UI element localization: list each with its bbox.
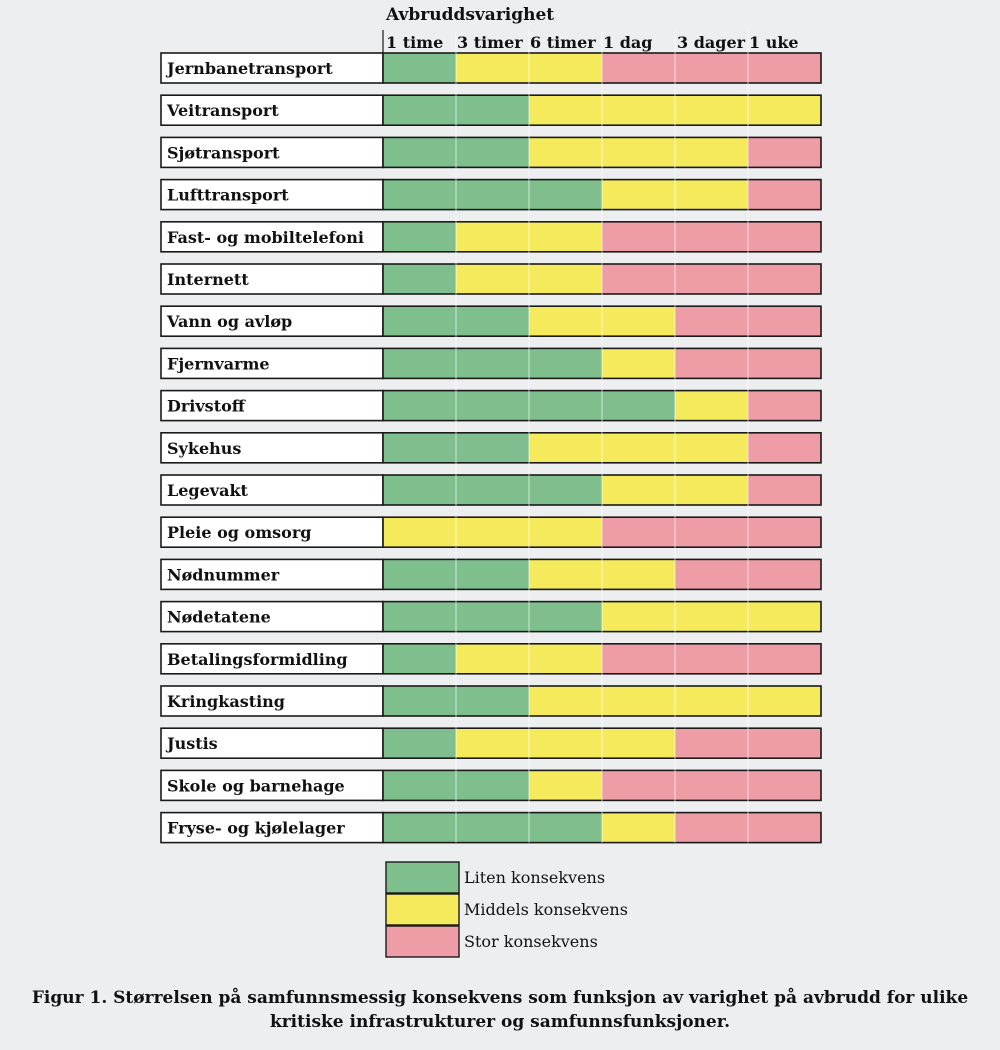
cell-veitransport-1-time-liten <box>383 95 456 125</box>
cell-kringkasting-3-timer-liten <box>456 686 529 716</box>
cell-legevakt-1-dag-middels <box>602 475 675 505</box>
row-lufttransport <box>161 180 821 210</box>
cell-skole-og-barnehage-1-uke-stor <box>748 770 821 800</box>
row-label: Drivstoff <box>167 396 245 416</box>
cell-internett-1-time-liten <box>383 264 456 294</box>
cell-fast-og-mobiltelefoni-3-timer-middels <box>456 222 529 252</box>
cell-sykehus-3-dager-middels <box>675 433 748 463</box>
cell-nodetatene-6-timer-liten <box>529 602 602 632</box>
row-label: Fast- og mobiltelefoni <box>167 227 364 247</box>
cell-fast-og-mobiltelefoni-1-time-liten <box>383 222 456 252</box>
cell-legevakt-3-dager-middels <box>675 475 748 505</box>
cell-kringkasting-6-timer-middels <box>529 686 602 716</box>
cell-vann-og-avlop-1-uke-stor <box>748 306 821 336</box>
cell-sjotransport-3-timer-liten <box>456 137 529 167</box>
cell-drivstoff-3-dager-middels <box>675 391 748 421</box>
row-nodnummer <box>161 559 821 589</box>
cell-betalingsformidling-1-uke-stor <box>748 644 821 674</box>
row-vann-og-avlop <box>161 306 821 336</box>
cell-vann-og-avlop-1-time-liten <box>383 306 456 336</box>
cell-vann-og-avlop-3-dager-stor <box>675 306 748 336</box>
header-title: Avbruddsvarighet <box>386 5 555 25</box>
cell-nodnummer-6-timer-middels <box>529 559 602 589</box>
cell-fryse-og-kjolelager-1-dag-middels <box>602 813 675 843</box>
cell-sykehus-1-time-liten <box>383 433 456 463</box>
column-label-3-timer: 3 timer <box>457 33 523 52</box>
row-pleie-og-omsorg <box>161 517 821 547</box>
row-label: Lufttransport <box>167 185 289 205</box>
cell-internett-1-dag-stor <box>602 264 675 294</box>
row-justis <box>161 728 821 758</box>
cell-lufttransport-3-timer-liten <box>456 180 529 210</box>
cell-legevakt-1-uke-stor <box>748 475 821 505</box>
cell-sykehus-3-timer-liten <box>456 433 529 463</box>
row-drivstoff <box>161 391 821 421</box>
legend-label-middels: Middels konsekvens <box>464 900 628 919</box>
cell-kringkasting-1-time-liten <box>383 686 456 716</box>
row-kringkasting <box>161 686 821 716</box>
cell-legevakt-3-timer-liten <box>456 475 529 505</box>
cell-justis-1-dag-middels <box>602 728 675 758</box>
cell-lufttransport-3-dager-middels <box>675 180 748 210</box>
row-label: Nødnummer <box>167 565 280 585</box>
legend-swatch-stor <box>386 926 459 957</box>
cell-betalingsformidling-6-timer-middels <box>529 644 602 674</box>
row-internett <box>161 264 821 294</box>
cell-drivstoff-6-timer-liten <box>529 391 602 421</box>
cell-jernbanetransport-1-time-liten <box>383 53 456 83</box>
cell-veitransport-1-dag-middels <box>602 95 675 125</box>
column-label-1-uke: 1 uke <box>749 33 799 52</box>
cell-kringkasting-1-uke-middels <box>748 686 821 716</box>
cell-veitransport-1-uke-middels <box>748 95 821 125</box>
cell-veitransport-3-dager-middels <box>675 95 748 125</box>
column-label-6-timer: 6 timer <box>530 33 596 52</box>
legend <box>386 862 628 957</box>
legend-swatch-liten <box>386 862 459 893</box>
cell-nodnummer-1-time-liten <box>383 559 456 589</box>
cell-justis-6-timer-middels <box>529 728 602 758</box>
row-nodetatene <box>161 602 821 632</box>
cell-fast-og-mobiltelefoni-1-uke-stor <box>748 222 821 252</box>
row-sjotransport <box>161 137 821 167</box>
cell-skole-og-barnehage-3-dager-stor <box>675 770 748 800</box>
cell-vann-og-avlop-6-timer-middels <box>529 306 602 336</box>
row-label: Betalingsformidling <box>167 649 348 669</box>
legend-swatch-middels <box>386 894 459 925</box>
row-label: Legevakt <box>167 481 248 500</box>
cell-kringkasting-1-dag-middels <box>602 686 675 716</box>
cell-nodetatene-1-dag-middels <box>602 602 675 632</box>
row-label: Nødetatene <box>167 607 271 627</box>
cell-skole-og-barnehage-6-timer-middels <box>529 770 602 800</box>
row-fryse-og-kjolelager <box>161 813 821 843</box>
cell-veitransport-3-timer-liten <box>456 95 529 125</box>
row-label: Skole og barnehage <box>167 776 345 796</box>
legend-label-liten: Liten konsekvens <box>464 868 606 887</box>
caption-line-2: kritiske infrastrukturer og samfunnsfunksjoner. <box>269 1012 731 1032</box>
cell-pleie-og-omsorg-1-uke-stor <box>748 517 821 547</box>
cell-fryse-og-kjolelager-3-timer-liten <box>456 813 529 843</box>
cell-drivstoff-1-time-liten <box>383 391 456 421</box>
cell-legevakt-1-time-liten <box>383 475 456 505</box>
column-labels <box>386 33 799 52</box>
cell-skole-og-barnehage-3-timer-liten <box>456 770 529 800</box>
cell-justis-1-time-liten <box>383 728 456 758</box>
cell-sjotransport-1-uke-stor <box>748 137 821 167</box>
cell-nodnummer-1-uke-stor <box>748 559 821 589</box>
cell-fast-og-mobiltelefoni-6-timer-middels <box>529 222 602 252</box>
cell-sjotransport-1-time-liten <box>383 137 456 167</box>
cell-nodetatene-1-uke-middels <box>748 602 821 632</box>
cell-sykehus-1-dag-middels <box>602 433 675 463</box>
cell-sykehus-1-uke-stor <box>748 433 821 463</box>
row-sykehus <box>161 433 821 463</box>
cell-nodnummer-3-dager-stor <box>675 559 748 589</box>
matrix-rows <box>161 30 821 843</box>
cell-drivstoff-1-dag-liten <box>602 391 675 421</box>
row-label: Vann og avløp <box>167 312 293 332</box>
cell-internett-1-uke-stor <box>748 264 821 294</box>
cell-kringkasting-3-dager-middels <box>675 686 748 716</box>
cell-jernbanetransport-6-timer-middels <box>529 53 602 83</box>
cell-drivstoff-3-timer-liten <box>456 391 529 421</box>
cell-fryse-og-kjolelager-3-dager-stor <box>675 813 748 843</box>
cell-lufttransport-1-uke-stor <box>748 180 821 210</box>
row-label: Sykehus <box>167 438 242 458</box>
cell-pleie-og-omsorg-3-timer-middels <box>456 517 529 547</box>
cell-sykehus-6-timer-middels <box>529 433 602 463</box>
cell-nodnummer-1-dag-middels <box>602 559 675 589</box>
row-label: Kringkasting <box>167 692 285 711</box>
row-fast-og-mobiltelefoni <box>161 222 821 252</box>
cell-vann-og-avlop-1-dag-middels <box>602 306 675 336</box>
cell-fryse-og-kjolelager-1-time-liten <box>383 813 456 843</box>
cell-nodnummer-3-timer-liten <box>456 559 529 589</box>
cell-lufttransport-1-time-liten <box>383 180 456 210</box>
cell-betalingsformidling-1-time-liten <box>383 644 456 674</box>
cell-sjotransport-6-timer-middels <box>529 137 602 167</box>
row-veitransport <box>161 95 821 125</box>
figure-caption <box>0 986 1000 1034</box>
cell-justis-3-dager-stor <box>675 728 748 758</box>
column-label-3-dager: 3 dager <box>677 33 746 52</box>
cell-pleie-og-omsorg-1-time-middels <box>383 517 456 547</box>
cell-lufttransport-6-timer-liten <box>529 180 602 210</box>
cell-betalingsformidling-3-timer-middels <box>456 644 529 674</box>
cell-nodetatene-1-time-liten <box>383 602 456 632</box>
row-legevakt <box>161 475 821 505</box>
row-label: Veitransport <box>167 101 279 121</box>
row-label: Fryse- og kjølelager <box>167 818 345 838</box>
row-jernbanetransport <box>161 53 821 83</box>
legend-label-stor: Stor konsekvens <box>464 932 598 951</box>
cell-fjernvarme-1-uke-stor <box>748 348 821 378</box>
cell-skole-og-barnehage-1-dag-stor <box>602 770 675 800</box>
cell-betalingsformidling-3-dager-stor <box>675 644 748 674</box>
cell-fryse-og-kjolelager-1-uke-stor <box>748 813 821 843</box>
cell-fjernvarme-3-timer-liten <box>456 348 529 378</box>
cell-jernbanetransport-3-dager-stor <box>675 53 748 83</box>
column-label-1-dag: 1 dag <box>603 33 653 52</box>
row-label: Internett <box>167 270 249 289</box>
cell-lufttransport-1-dag-middels <box>602 180 675 210</box>
row-betalingsformidling <box>161 644 821 674</box>
cell-fjernvarme-6-timer-liten <box>529 348 602 378</box>
cell-fast-og-mobiltelefoni-1-dag-stor <box>602 222 675 252</box>
cell-fjernvarme-1-dag-middels <box>602 348 675 378</box>
row-label: Sjøtransport <box>167 143 280 163</box>
cell-jernbanetransport-1-dag-stor <box>602 53 675 83</box>
caption-line-1: Figur 1. Størrelsen på samfunnsmessig konsekvens som funksjon av varighet på avbrudd for ulike <box>31 988 969 1008</box>
cell-skole-og-barnehage-1-time-liten <box>383 770 456 800</box>
cell-fast-og-mobiltelefoni-3-dager-stor <box>675 222 748 252</box>
cell-pleie-og-omsorg-1-dag-stor <box>602 517 675 547</box>
row-label: Pleie og omsorg <box>167 523 312 543</box>
cell-justis-3-timer-middels <box>456 728 529 758</box>
cell-betalingsformidling-1-dag-stor <box>602 644 675 674</box>
cell-veitransport-6-timer-middels <box>529 95 602 125</box>
cell-pleie-og-omsorg-3-dager-stor <box>675 517 748 547</box>
row-skole-og-barnehage <box>161 770 821 800</box>
cell-justis-1-uke-stor <box>748 728 821 758</box>
cell-vann-og-avlop-3-timer-liten <box>456 306 529 336</box>
row-label: Justis <box>167 734 218 754</box>
cell-drivstoff-1-uke-stor <box>748 391 821 421</box>
cell-pleie-og-omsorg-6-timer-middels <box>529 517 602 547</box>
column-label-1-time: 1 time <box>386 33 444 52</box>
cell-internett-3-timer-middels <box>456 264 529 294</box>
cell-nodetatene-3-timer-liten <box>456 602 529 632</box>
cell-jernbanetransport-1-uke-stor <box>748 53 821 83</box>
cell-nodetatene-3-dager-middels <box>675 602 748 632</box>
cell-sjotransport-3-dager-middels <box>675 137 748 167</box>
cell-fjernvarme-3-dager-stor <box>675 348 748 378</box>
cell-jernbanetransport-3-timer-middels <box>456 53 529 83</box>
row-fjernvarme <box>161 348 821 378</box>
cell-internett-6-timer-middels <box>529 264 602 294</box>
cell-legevakt-6-timer-liten <box>529 475 602 505</box>
row-label: Fjernvarme <box>167 354 270 374</box>
row-label: Jernbanetransport <box>167 59 333 78</box>
cell-fryse-og-kjolelager-6-timer-liten <box>529 813 602 843</box>
cell-internett-3-dager-stor <box>675 264 748 294</box>
cell-sjotransport-1-dag-middels <box>602 137 675 167</box>
cell-fjernvarme-1-time-liten <box>383 348 456 378</box>
